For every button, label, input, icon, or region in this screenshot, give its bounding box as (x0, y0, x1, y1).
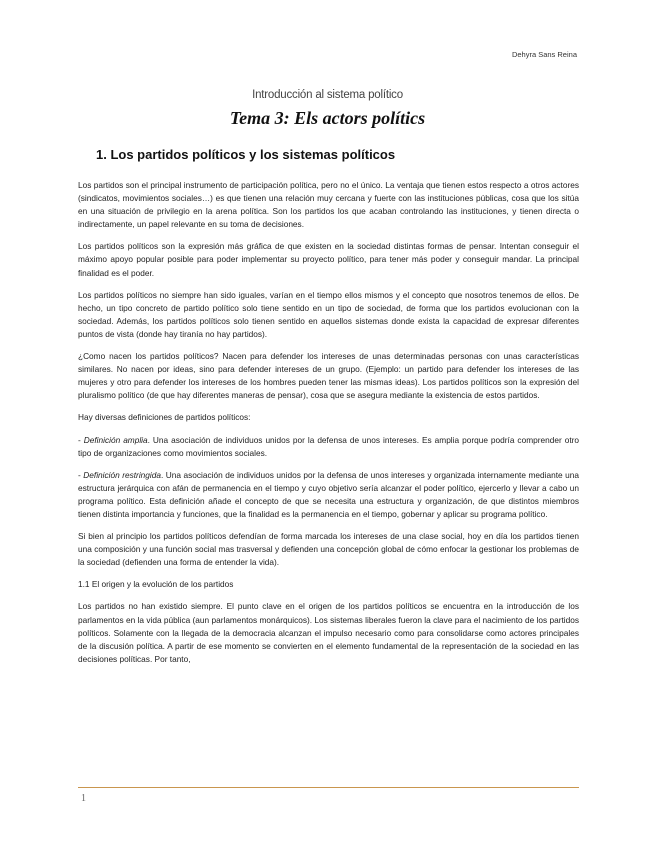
subsection-heading: 1.1 El origen y la evolución de los partidos (78, 579, 234, 590)
page-number: 1 (81, 793, 86, 804)
paragraph: Los partidos no han existido siempre. El punto clave en el origen de los partidos políticos se encuentra en la introducción de los parlamentos en la vida pública (aun parlamentos monárquicos). Los sistemas liberales fueron la clave para el nacimiento de los partidos políticos. Solamente con la llegada de la democracia alcanzan el impulso necesario como para consolidarse como actores principales de la discusión política. A partir de ese momento se convierten en el elemento fundamental de la representación de la sociedad en las decisiones políticas. Por tanto, (78, 601, 579, 664)
bullet-dash: - (78, 434, 84, 445)
definition-amplia (78, 434, 579, 460)
paragraph: Hay diversas definiciones de partidos políticos: (78, 412, 251, 423)
definition-text: . Una asociación de individuos unidos por la defensa de unos intereses. Es amplia porque podría comprender otro tipo de organizaciones como movimientos sociales. (78, 434, 579, 458)
definition-text: . Una asociación de individuos unidos por la defensa de unos intereses y organizada internamente mediante una estructura jerárquica con afán de permanencia en el tiempo y cuyo objetivo sería alcanzar el poder político, ejercerlo y llevar a cabo un programa político. Esta definición añade el concepto de que se necesita una estructura y organización, de que distintos miembros tienen distinta importancia y funciones, que la finalidad es la permanencia en el tiempo, gobernar y aplicar su programa político. (78, 469, 579, 519)
footer-rule (78, 787, 579, 788)
document-title: Tema 3: Els actors polítics (229, 108, 426, 128)
paragraph: Los partidos políticos son la expresión más gráfica de que existen en la sociedad distintas formas de pensar. Intentan conseguir el máximo apoyo popular posible para poder implementar su proyecto político, para tener más poder y conseguir mandar. La principal finalidad es el poder. (78, 241, 579, 278)
body-text (78, 179, 579, 675)
definition-term: Definición restringida (83, 469, 161, 480)
author-name: Dehyra Sans Reina (511, 50, 577, 59)
paragraph: Los partidos son el principal instrumento de participación política, pero no el único. La ventaja que tienen estos respecto a otros actores (sindicatos, movimientos sociales…) es que tienen una relación muy cercana y fuerte con las instituciones públicas, cosa que los sitúa en una situación de privilegio en la arena política. Son los partidos los que acaban controlando las instituciones, y tienen directa o indirectamente, un papel relevante en su toma de decisiones. (78, 180, 579, 230)
document-subtitle: Introducción al sistema político (252, 89, 403, 101)
paragraph: Si bien al principio los partidos políticos defendían de forma marcada los intereses de una clase social, hoy en día los partidos tienen una composición y una función social mas trasversal y defienden una concepción global de cómo enfocar la gestionar los problemas de la sociedad (defienden una forma de entender la vida). (78, 531, 579, 568)
definition-term: Definición amplia (83, 434, 148, 445)
section-heading: 1. Los partidos políticos y los sistemas políticos (96, 147, 396, 162)
bullet-dash: - (78, 469, 84, 480)
paragraph: Los partidos políticos no siempre han sido iguales, varían en el tiempo ellos mismos y el concepto que nosotros tenemos de ellos. De hecho, un tipo concreto de partido político solo tiene sentido en un tipo de sociedad, de forma que los partidos evolucionan con la sociedad. Además, los partidos políticos solo tienen sentido en aquellos sistemas donde exista la capacidad de expresar diferentes puntos de vista (donde hay tiranía no hay partidos). (78, 289, 579, 339)
paragraph: ¿Como nacen los partidos políticos? Nacen para defender los intereses de unas determinadas personas con unas características similares. No nacen por ideas, sino para defender intereses de un grupo. (Ejemplo: un partido para defender los intereses de las mujeres y otro para defender los intereses de los hombres pueden tener las mismas ideas). Los partidos políticos son la expresión del pluralismo político (de que hay diferentes maneras de pensar), cosa que se asegura mediante la existencia de estos partidos. (78, 351, 579, 401)
definition-restringida (78, 469, 579, 521)
